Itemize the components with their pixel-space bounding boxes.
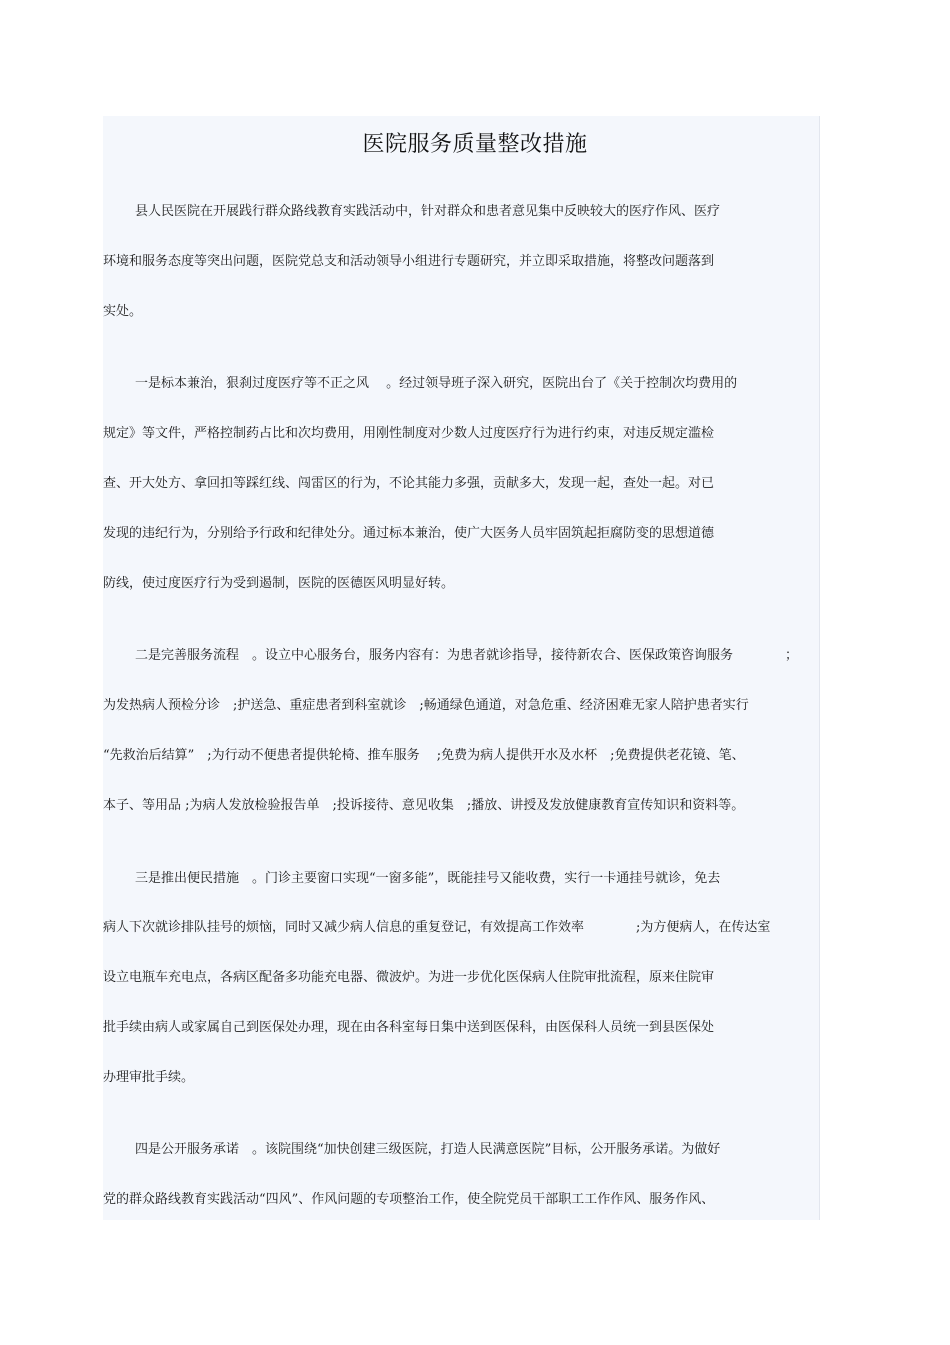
- paragraph-4-line-4: 批手续由病人或家属自己到医保处办理，现在由各科室每日集中送到医保科，由医保科人员统一到县医保处: [103, 1020, 715, 1035]
- paragraph-1-line-3: 实处。: [103, 304, 143, 319]
- paragraph-2-line-1: 一是标本兼治，狠刹过度医疗等不正之风 。经过领导班子深入研究，医院出台了《关于控制次均费用的: [135, 376, 738, 391]
- paragraph-3-line-3: “先救治后结算” ;为行动不便患者提供轮椅、推车服务 ;免费为病人提供开水及水杯 ;免费提供老花镜、笔、: [103, 748, 745, 763]
- paragraph-1-line-2: 环境和服务态度等突出问题，医院党总支和活动领导小组进行专题研究，并立即采取措施，将整改问题落到: [103, 254, 715, 269]
- paragraph-2-line-3: 查、开大处方、拿回扣等踩红线、闯雷区的行为，不论其能力多强，贡献多大，发现一起，查处一起。对已: [103, 476, 715, 491]
- paragraph-4-line-5: 办理审批手续。: [103, 1070, 195, 1085]
- paragraph-4-line-1: 三是推出便民措施 。门诊主要窗口实现“一窗多能”，既能挂号又能收费，实行一卡通挂号就诊，免去: [135, 871, 721, 886]
- paragraph-2-line-5: 防线，使过度医疗行为受到遏制，医院的医德医风明显好转。: [103, 576, 455, 591]
- paragraph-2-line-4: 发现的违纪行为，分别给予行政和纪律处分。通过标本兼治，使广大医务人员牢固筑起拒腐防变的思想道德: [103, 526, 715, 541]
- document-title: 医院服务质量整改措施: [362, 132, 588, 157]
- paragraph-4-line-2: 病人下次就诊排队挂号的烦恼，同时又减少病人信息的重复登记，有效提高工作效率 ;为方便病人，在传达室: [103, 920, 771, 935]
- document-page: [103, 116, 820, 1220]
- paragraph-2-line-2: 规定》等文件，严格控制药占比和次均费用，用刚性制度对少数人过度医疗行为进行约束，对违反规定滥检: [103, 426, 715, 441]
- paragraph-3-line-1: 二是完善服务流程 。设立中心服务台，服务内容有：为患者就诊指导，接待新农合、医保政策咨询服务 ；: [135, 648, 799, 663]
- paragraph-5-line-1: 四是公开服务承诺 。该院围绕“加快创建三级医院，打造人民满意医院”目标，公开服务承诺。为做好: [135, 1142, 721, 1157]
- paragraph-3-line-4: 本子、等用品 ;为病人发放检验报告单 ;投诉接待、意见收集 ;播放、讲授及发放健康教育宣传知识和资料等。: [103, 798, 745, 813]
- paragraph-3-line-2: 为发热病人预检分诊 ;护送急、重症患者到科室就诊 ;畅通绿色通道，对急危重、经济困难无家人陪护患者实行: [103, 698, 749, 713]
- paragraph-5-line-2: 党的群众路线教育实践活动“四风”、作风问题的专项整治工作，使全院党员干部职工工作作风、服务作风、: [103, 1192, 715, 1207]
- paragraph-4-line-3: 设立电瓶车充电点，各病区配备多功能充电器、微波炉。为进一步优化医保病人住院审批流程，原来住院审: [103, 970, 715, 985]
- paragraph-1-line-1: 县人民医院在开展践行群众路线教育实践活动中，针对群众和患者意见集中反映较大的医疗作风、医疗: [135, 204, 721, 219]
